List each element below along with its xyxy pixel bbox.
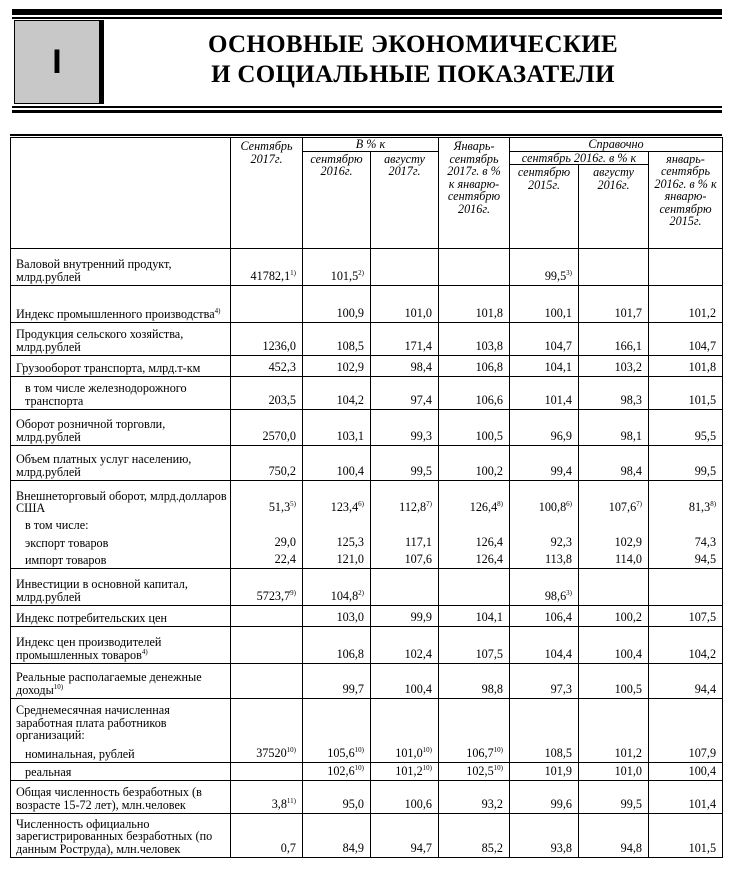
footnote-mark: 4): [214, 306, 221, 315]
table-row: [11, 377, 723, 410]
value-cell: 101,8: [439, 286, 510, 323]
value-cell: 99,9: [371, 606, 439, 627]
value-cell: 123,4$^{6)}$: [303, 481, 371, 517]
value-cell: [231, 517, 303, 534]
value-cell: [371, 249, 439, 286]
row-label: Численность официально зарегистрированных безработных (по данным Роструда), млн.человек: [11, 814, 231, 858]
value-cell: 106,8: [303, 627, 371, 664]
footnote-mark: 3): [566, 268, 572, 277]
table-row: [11, 534, 723, 552]
value-cell: 84,9: [303, 814, 371, 858]
value-cell: 107,6$^{7)}$: [579, 481, 649, 517]
row-label: Индекс промышленного производства$^{4)}$: [11, 286, 231, 323]
value-cell: 106,6: [439, 377, 510, 410]
header-ref-jansep: январь-сентябрь 2016г. в % к январю-сентябрю 2015г.: [649, 151, 723, 249]
row-label: Продукция сельского хозяйства, млрд.рублей: [11, 323, 231, 356]
value-cell: 2570,0: [231, 410, 303, 446]
value-cell: 105,6$^{10)}$: [303, 744, 371, 763]
header-rule-bottom-thin: [12, 106, 722, 108]
footnote-mark: 2): [358, 268, 364, 277]
section-number: I: [52, 42, 62, 81]
value-cell: 97,3: [510, 664, 579, 699]
footnote-mark: 7): [636, 499, 642, 508]
value-cell: [231, 627, 303, 664]
value-cell: 97,4: [371, 377, 439, 410]
value-cell: [303, 517, 371, 534]
value-cell: 101,8: [649, 356, 723, 377]
value-cell: 101,0$^{10)}$: [371, 744, 439, 763]
value-cell: 101,4: [649, 781, 723, 814]
table-row: [11, 664, 723, 699]
value-cell: 103,1: [303, 410, 371, 446]
value-cell: [649, 699, 723, 744]
value-cell: [439, 249, 510, 286]
value-cell: 104,7: [510, 323, 579, 356]
row-label: Среднемесячная начисленная заработная плата работников организаций:: [11, 699, 231, 744]
value-cell: 93,8: [510, 814, 579, 858]
value-cell: 126,4$^{8)}$: [439, 481, 510, 517]
value-cell: [371, 517, 439, 534]
footnote-mark: 7): [426, 499, 432, 508]
value-cell: 101,0: [371, 286, 439, 323]
value-cell: 99,5: [371, 446, 439, 481]
value-cell: [649, 517, 723, 534]
value-cell: 3,8$^{11)}$: [231, 781, 303, 814]
value-cell: 126,4: [439, 534, 510, 552]
header-rule-top-thin: [12, 17, 722, 19]
value-cell: 101,2: [649, 286, 723, 323]
table-row: [11, 481, 723, 517]
value-cell: [439, 569, 510, 606]
row-label: номинальная, рублей: [11, 744, 231, 763]
header-rule-top: [12, 9, 722, 15]
footnote-mark: 3): [566, 588, 572, 597]
value-cell: 101,7: [579, 286, 649, 323]
footnote-mark: 8): [497, 499, 503, 508]
table-row: [11, 763, 723, 781]
value-cell: 98,4: [371, 356, 439, 377]
row-label: Оборот розничной торговли, млрд.рублей: [11, 410, 231, 446]
value-cell: [371, 569, 439, 606]
value-cell: 100,4: [579, 627, 649, 664]
value-cell: 107,5: [439, 627, 510, 664]
value-cell: 104,8$^{2)}$: [303, 569, 371, 606]
value-cell: [231, 699, 303, 744]
value-cell: 107,6: [371, 552, 439, 569]
value-cell: 94,7: [371, 814, 439, 858]
row-label: в том числе:: [11, 517, 231, 534]
value-cell: 100,4: [649, 763, 723, 781]
value-cell: 99,7: [303, 664, 371, 699]
value-cell: 100,6: [371, 781, 439, 814]
header-ref-aug2016: августу 2016г.: [579, 165, 649, 249]
value-cell: 100,5: [439, 410, 510, 446]
value-cell: 104,2: [649, 627, 723, 664]
table-row: [11, 814, 723, 858]
value-cell: 99,3: [371, 410, 439, 446]
value-cell: 98,4: [579, 446, 649, 481]
value-cell: 98,1: [579, 410, 649, 446]
header-pct-group: В % к: [303, 138, 439, 152]
value-cell: 98,8: [439, 664, 510, 699]
value-cell: 114,0: [579, 552, 649, 569]
section-number-box: [14, 20, 100, 104]
value-cell: 100,8$^{6)}$: [510, 481, 579, 517]
value-cell: 103,2: [579, 356, 649, 377]
indicators-table-wrap: [10, 137, 722, 858]
value-cell: 100,5: [579, 664, 649, 699]
value-cell: 1236,0: [231, 323, 303, 356]
value-cell: 5723,7$^{9)}$: [231, 569, 303, 606]
value-cell: [579, 249, 649, 286]
value-cell: 101,5$^{2)}$: [303, 249, 371, 286]
header-sep2017: Сентябрь 2017г.: [231, 138, 303, 249]
value-cell: 100,9: [303, 286, 371, 323]
value-cell: 106,8: [439, 356, 510, 377]
footnote-mark: 1): [290, 268, 296, 277]
value-cell: 102,4: [371, 627, 439, 664]
value-cell: 103,8: [439, 323, 510, 356]
value-cell: 125,3: [303, 534, 371, 552]
footnote-mark: 10): [493, 763, 503, 772]
footnote-mark: 9): [290, 588, 296, 597]
value-cell: [579, 517, 649, 534]
row-label: экспорт товаров: [11, 534, 231, 552]
value-cell: [303, 699, 371, 744]
indicators-table: [10, 137, 723, 858]
table-row: [11, 606, 723, 627]
table-row: [11, 744, 723, 763]
value-cell: 81,3$^{8)}$: [649, 481, 723, 517]
footnote-mark: 8): [710, 499, 717, 508]
value-cell: 37520$^{10)}$: [231, 744, 303, 763]
table-row: [11, 446, 723, 481]
table-row: [11, 410, 723, 446]
value-cell: [439, 699, 510, 744]
value-cell: [231, 606, 303, 627]
value-cell: 98,3: [579, 377, 649, 410]
value-cell: [371, 699, 439, 744]
row-label: Объем платных услуг населению, млрд.рублей: [11, 446, 231, 481]
header-indicator-cell: [11, 138, 231, 249]
value-cell: [579, 699, 649, 744]
value-cell: 99,4: [510, 446, 579, 481]
row-label: Индекс потребительских цен: [11, 606, 231, 627]
value-cell: 107,5: [649, 606, 723, 627]
header-pct-sep2016: сентябрю 2016г.: [303, 151, 371, 249]
row-label: Грузооборот транспорта, млрд.т-км: [11, 356, 231, 377]
section-title: [104, 30, 722, 90]
footnote-mark: 10): [286, 745, 296, 754]
value-cell: 0,7: [231, 814, 303, 858]
footnote-mark: 10): [53, 682, 64, 691]
row-label: в том числе железнодорожного транспорта: [11, 377, 231, 410]
header-ref-sep2015: сентябрю 2015г.: [510, 165, 579, 249]
row-label: Реальные располагаемые денежные доходы$^{10)}$: [11, 664, 231, 699]
value-cell: [231, 664, 303, 699]
footnote-mark: 6): [566, 499, 572, 508]
value-cell: 94,4: [649, 664, 723, 699]
footnote-mark: 2): [358, 588, 364, 597]
value-cell: 112,8$^{7)}$: [371, 481, 439, 517]
value-cell: 113,8: [510, 552, 579, 569]
value-cell: 171,4: [371, 323, 439, 356]
value-cell: 51,3$^{5)}$: [231, 481, 303, 517]
section-title-line1: ОСНОВНЫЕ ЭКОНОМИЧЕСКИЕ: [207, 31, 619, 58]
header-jansep2017: Январь-сентябрь 2017г. в % к январю-сентябрю 2016г.: [439, 138, 510, 249]
value-cell: 101,5: [649, 377, 723, 410]
value-cell: [510, 699, 579, 744]
value-cell: 99,5: [649, 446, 723, 481]
value-cell: 106,4: [510, 606, 579, 627]
value-cell: 101,2$^{10)}$: [371, 763, 439, 781]
table-row: [11, 627, 723, 664]
value-cell: 102,9: [303, 356, 371, 377]
value-cell: 95,5: [649, 410, 723, 446]
value-cell: 99,5$^{3)}$: [510, 249, 579, 286]
footnote-mark: 11): [286, 796, 296, 805]
value-cell: 103,0: [303, 606, 371, 627]
value-cell: 104,1: [510, 356, 579, 377]
footnote-mark: 10): [354, 745, 364, 754]
value-cell: 107,9: [649, 744, 723, 763]
value-cell: [439, 517, 510, 534]
value-cell: 101,2: [579, 744, 649, 763]
table-row: [11, 781, 723, 814]
value-cell: 22,4: [231, 552, 303, 569]
value-cell: 104,1: [439, 606, 510, 627]
value-cell: [649, 249, 723, 286]
value-cell: [231, 286, 303, 323]
value-cell: 94,5: [649, 552, 723, 569]
footnote-mark: 10): [422, 763, 432, 772]
header-ref-group: Справочно: [510, 138, 723, 152]
table-row: [11, 356, 723, 377]
value-cell: 108,5: [303, 323, 371, 356]
value-cell: 41782,1$^{1)}$: [231, 249, 303, 286]
row-label: импорт товаров: [11, 552, 231, 569]
value-cell: [231, 763, 303, 781]
table-top-rule: [10, 134, 722, 136]
value-cell: 96,9: [510, 410, 579, 446]
header-rule-bottom: [12, 110, 722, 113]
value-cell: 92,3: [510, 534, 579, 552]
table-row: [11, 286, 723, 323]
value-cell: 74,3: [649, 534, 723, 552]
value-cell: 99,6: [510, 781, 579, 814]
row-label: Валовой внутренний продукт, млрд.рублей: [11, 249, 231, 286]
value-cell: [510, 517, 579, 534]
value-cell: 100,1: [510, 286, 579, 323]
value-cell: 104,2: [303, 377, 371, 410]
value-cell: 108,5: [510, 744, 579, 763]
value-cell: 101,0: [579, 763, 649, 781]
table-row: [11, 699, 723, 744]
value-cell: 100,4: [303, 446, 371, 481]
value-cell: 94,8: [579, 814, 649, 858]
value-cell: 117,1: [371, 534, 439, 552]
value-cell: 126,4: [439, 552, 510, 569]
value-cell: 99,5: [579, 781, 649, 814]
value-cell: 452,3: [231, 356, 303, 377]
value-cell: 203,5: [231, 377, 303, 410]
footnote-mark: 10): [493, 745, 503, 754]
value-cell: 750,2: [231, 446, 303, 481]
header-pct-aug2017: августу 2017г.: [371, 151, 439, 249]
value-cell: 101,5: [649, 814, 723, 858]
footnote-mark: 6): [358, 499, 364, 508]
row-label: Общая численность безработных (в возрасте 15-72 лет), млн.человек: [11, 781, 231, 814]
value-cell: 166,1: [579, 323, 649, 356]
table-row: [11, 517, 723, 534]
table-row: [11, 569, 723, 606]
value-cell: 101,9: [510, 763, 579, 781]
value-cell: 100,4: [371, 664, 439, 699]
value-cell: 104,4: [510, 627, 579, 664]
row-label: реальная: [11, 763, 231, 781]
value-cell: 106,7$^{10)}$: [439, 744, 510, 763]
value-cell: 29,0: [231, 534, 303, 552]
table-row: [11, 249, 723, 286]
section-title-line2: И СОЦИАЛЬНЫЕ ПОКАЗАТЕЛИ: [211, 61, 615, 88]
table-row: [11, 323, 723, 356]
value-cell: 98,6$^{3)}$: [510, 569, 579, 606]
row-label: Индекс цен производителей промышленных товаров$^{4)}$: [11, 627, 231, 664]
row-label: Внешнеторговый оборот, млрд.долларов США: [11, 481, 231, 517]
value-cell: 100,2: [579, 606, 649, 627]
value-cell: 102,9: [579, 534, 649, 552]
value-cell: 102,6$^{10)}$: [303, 763, 371, 781]
footnote-mark: 10): [354, 763, 364, 772]
value-cell: [579, 569, 649, 606]
row-label: Инвестиции в основной капитал, млрд.рублей: [11, 569, 231, 606]
value-cell: 85,2: [439, 814, 510, 858]
value-cell: 101,4: [510, 377, 579, 410]
value-cell: 95,0: [303, 781, 371, 814]
value-cell: [649, 569, 723, 606]
value-cell: 93,2: [439, 781, 510, 814]
header-ref-sub: сентябрь 2016г. в % к: [510, 151, 649, 165]
value-cell: 100,2: [439, 446, 510, 481]
value-cell: 104,7: [649, 323, 723, 356]
table-row: [11, 552, 723, 569]
value-cell: 121,0: [303, 552, 371, 569]
footnote-mark: 4): [141, 647, 148, 656]
footnote-mark: 5): [290, 499, 296, 508]
footnote-mark: 10): [422, 745, 432, 754]
value-cell: 102,5$^{10)}$: [439, 763, 510, 781]
